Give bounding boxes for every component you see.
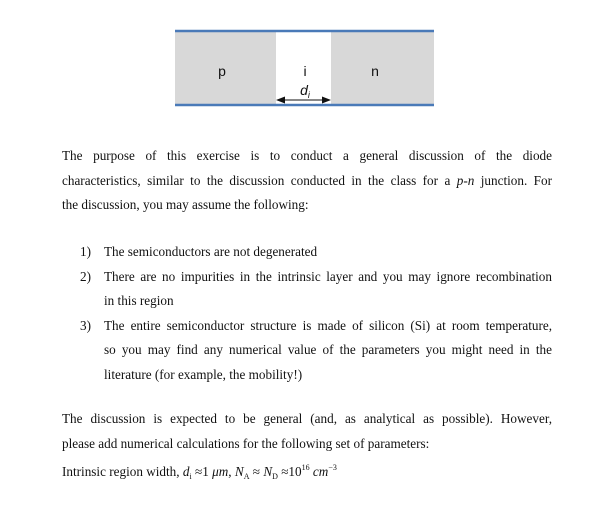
list-number: 3) bbox=[80, 317, 91, 333]
outro-paragraph bbox=[62, 407, 552, 490]
intro-line-2-text-a: characteristics, similar to the discussion conducted in the class for a bbox=[62, 172, 457, 188]
math-cm-exponent: −3 bbox=[328, 463, 337, 472]
math-nd: N bbox=[263, 464, 273, 479]
assumptions-list bbox=[80, 240, 552, 387]
pn-junction-term: p-n bbox=[456, 172, 475, 188]
math-unit-cm: cm bbox=[312, 464, 329, 479]
list-line: in this region bbox=[104, 293, 174, 308]
math-approx-1: ≈1 bbox=[191, 464, 213, 479]
width-label: $d_i$ bbox=[300, 82, 310, 100]
math-unit-um: μm bbox=[212, 464, 229, 479]
math-nd-subscript: D bbox=[272, 472, 278, 481]
pin-junction-diagram bbox=[0, 0, 594, 120]
outro-line-2: please add numerical calculations for the following set of parameters: bbox=[62, 435, 430, 451]
list-line: The entire semiconductor structure is made of silicon (Si) at room temperature, bbox=[104, 317, 552, 333]
math-na-subscript: A bbox=[243, 472, 250, 481]
list-text bbox=[104, 265, 552, 314]
list-item bbox=[80, 314, 552, 388]
list-text bbox=[104, 314, 552, 388]
n-region bbox=[331, 31, 434, 105]
intro-line-3: the discussion, you may assume the following: bbox=[62, 197, 309, 212]
i-region-label: i bbox=[303, 63, 307, 79]
list-item bbox=[80, 265, 552, 314]
math-exponent: 16 bbox=[301, 463, 310, 472]
list-line: literature (for example, the mobility!) bbox=[104, 366, 303, 382]
list-line: so you may find any numerical value of the parameters you might need in the bbox=[104, 342, 552, 357]
list-item bbox=[80, 240, 552, 265]
list-text bbox=[104, 240, 552, 265]
pin-diagram-svg bbox=[0, 0, 594, 120]
parameters-prefix: Intrinsic region width, bbox=[62, 464, 183, 479]
list-line: There are no impurities in the intrinsic layer and you may ignore recombination bbox=[104, 268, 552, 284]
intro-line-1: The purpose of this exercise is to conduct a general discussion of the diode bbox=[62, 148, 552, 163]
list-line: The semiconductors are not degenerated bbox=[104, 244, 318, 259]
math-approx-3: ≈10 bbox=[277, 464, 302, 479]
intro-paragraph bbox=[62, 144, 552, 218]
math-d-subscript: i bbox=[189, 472, 192, 481]
math-d: d bbox=[182, 464, 190, 479]
n-region-label: n bbox=[371, 63, 379, 79]
parameters-line bbox=[62, 456, 552, 490]
list-number: 1) bbox=[80, 244, 91, 259]
math-na: N bbox=[234, 464, 244, 479]
intro-line-2-text-b: junction. For bbox=[474, 172, 552, 188]
outro-line-1: The discussion is expected to be general (and, as analytical as possible). However, bbox=[62, 411, 552, 426]
p-region-label: p bbox=[218, 63, 226, 79]
math-approx-2: ≈ bbox=[249, 464, 264, 479]
list-number: 2) bbox=[80, 268, 91, 284]
math-comma: , bbox=[228, 464, 235, 479]
intro-line-2 bbox=[62, 169, 552, 194]
